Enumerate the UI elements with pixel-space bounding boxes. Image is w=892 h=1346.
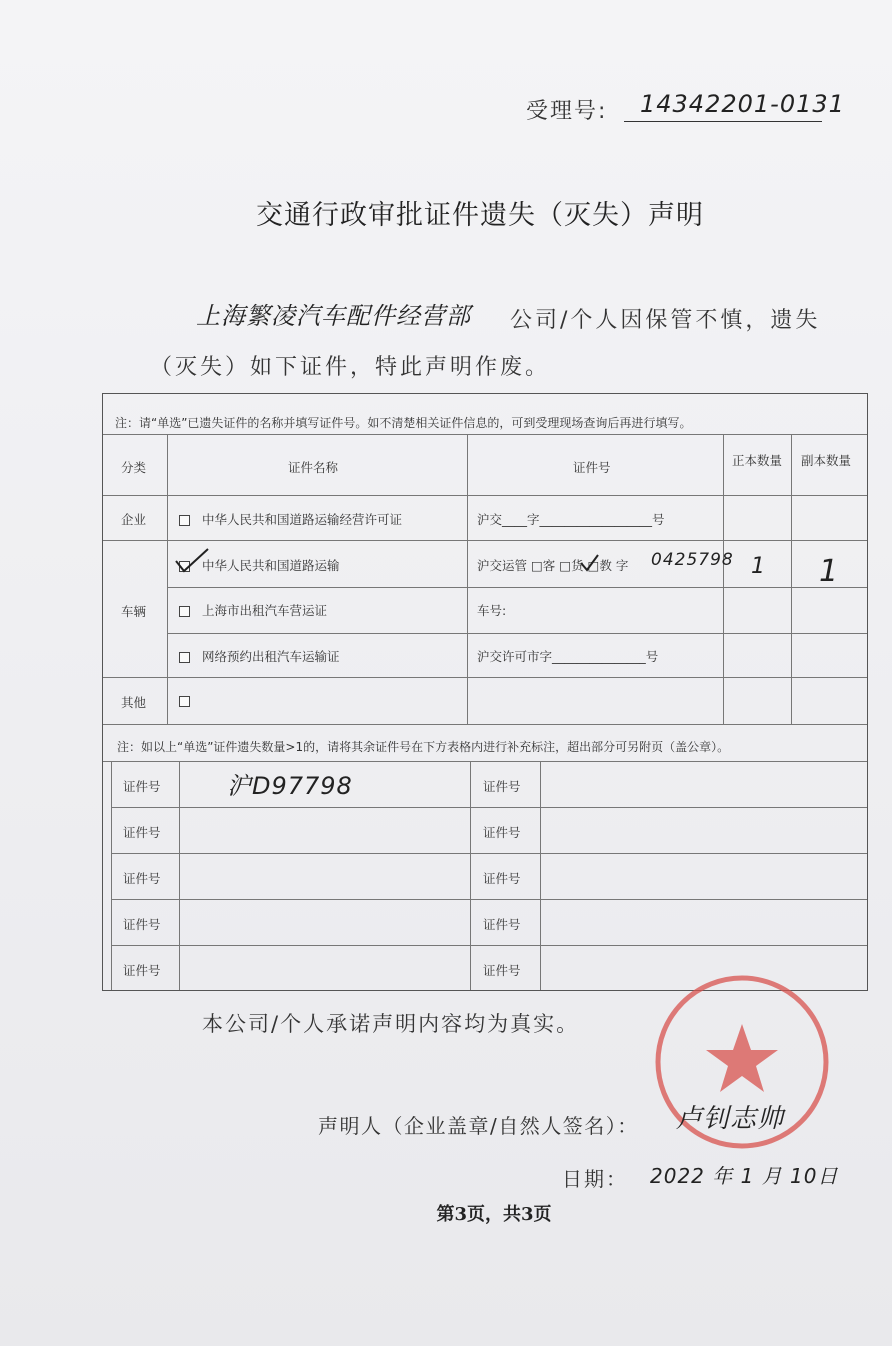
table-rule — [179, 761, 180, 990]
handwritten-cert-number: 0425798 — [651, 550, 734, 570]
acceptance-label: 受理号: — [526, 99, 608, 124]
row-category-enterprise: 企业 — [121, 512, 147, 527]
table-rule — [167, 633, 867, 634]
table-rule — [540, 761, 541, 990]
declaration-line-1: 公司/个人因保管不慎，遗失 — [510, 308, 821, 333]
date-label: 日期： — [562, 1167, 628, 1191]
extra-label: 证件号 — [123, 917, 161, 932]
extra-label: 证件号 — [123, 779, 161, 794]
table-rule — [167, 434, 168, 724]
promise-statement: 本公司/个人承诺声明内容均为真实。 — [202, 1012, 580, 1036]
extra-label: 证件号 — [483, 963, 521, 978]
declaration-line-2: （灭失）如下证件，特此声明作废。 — [150, 355, 551, 380]
table-rule — [167, 587, 867, 588]
row-category-other: 其他 — [121, 695, 147, 710]
handwritten-extra-number: 沪D97798 — [227, 772, 353, 800]
declarer-label: 声明人（企业盖章/自然人签名）： — [318, 1114, 639, 1138]
table-rule — [103, 540, 867, 541]
extra-label: 证件号 — [483, 779, 521, 794]
row-name: 网络预约出租汽车运输证 — [179, 647, 340, 665]
row-number-field: 沪交许可市字_______________号 — [477, 649, 659, 664]
table-note-bottom: 注：如以上“单选”证件遗失数量>1的，请将其余证件号在下方表格内进行补充标注，超出部分可另附页（盖公章）。 — [117, 740, 730, 754]
table-rule — [111, 945, 867, 946]
row-name — [179, 693, 202, 708]
table-rule — [111, 853, 867, 854]
table-rule — [723, 434, 724, 724]
table-rule — [111, 761, 112, 990]
table-rule — [791, 434, 792, 724]
handwritten-copy-count: 1 — [819, 554, 840, 589]
table-rule — [103, 677, 867, 678]
checkbox[interactable] — [179, 606, 190, 617]
row-number-field: 车号: — [477, 603, 507, 618]
document-title: 交通行政审批证件遗失（灭失）声明 — [256, 200, 704, 231]
table-note-top: 注：请“单选”已遗失证件的名称并填写证件号。如不清楚相关证件信息的，可到受理现场查询后再进行填写。 — [115, 416, 692, 430]
table-rule — [111, 899, 867, 900]
header-copy: 副本数量 — [800, 453, 851, 468]
checkbox[interactable] — [179, 652, 190, 663]
acceptance-number: 14342201-0131 — [640, 90, 845, 118]
page-number: 第3页，共3页 — [436, 1204, 552, 1225]
certificate-table — [102, 393, 868, 991]
row-name: 上海市出租汽车营运证 — [179, 601, 327, 619]
date-value: 2022 年 1 月 10日 — [650, 1164, 839, 1188]
checkbox[interactable] — [179, 515, 190, 526]
table-rule — [103, 495, 867, 496]
header-name: 证件名称 — [288, 460, 339, 475]
table-rule — [103, 434, 867, 435]
row-number-field: 沪交____字__________________号 — [477, 512, 665, 527]
row-name: 中华人民共和国道路运输经营许可证 — [179, 510, 402, 528]
row-name: 中华人民共和国道路运输 — [179, 556, 340, 574]
checkbox[interactable] — [179, 696, 190, 707]
extra-label: 证件号 — [483, 917, 521, 932]
header-category: 分类 — [121, 460, 147, 475]
extra-label: 证件号 — [123, 963, 161, 978]
table-rule — [103, 761, 867, 762]
checkmark-icon — [172, 545, 212, 575]
extra-label: 证件号 — [483, 871, 521, 886]
header-original: 正本数量 — [731, 453, 782, 468]
row-category-vehicle: 车辆 — [121, 604, 147, 619]
signature: 卢钊志帅 — [676, 1104, 785, 1134]
extra-label: 证件号 — [483, 825, 521, 840]
header-number: 证件号 — [573, 460, 611, 475]
table-rule — [103, 724, 867, 725]
row-number-field: 沪交运管 □客 □货 □教 字 — [477, 558, 629, 573]
extra-label: 证件号 — [123, 871, 161, 886]
handwritten-original-count: 1 — [751, 554, 766, 579]
acceptance-underline — [624, 121, 822, 122]
company-name-handwritten: 上海繁凌汽车配件经营部 — [196, 302, 471, 330]
table-rule — [111, 807, 867, 808]
checkmark-icon — [578, 552, 600, 574]
extra-label: 证件号 — [123, 825, 161, 840]
table-rule — [467, 434, 468, 724]
table-rule — [470, 761, 471, 990]
